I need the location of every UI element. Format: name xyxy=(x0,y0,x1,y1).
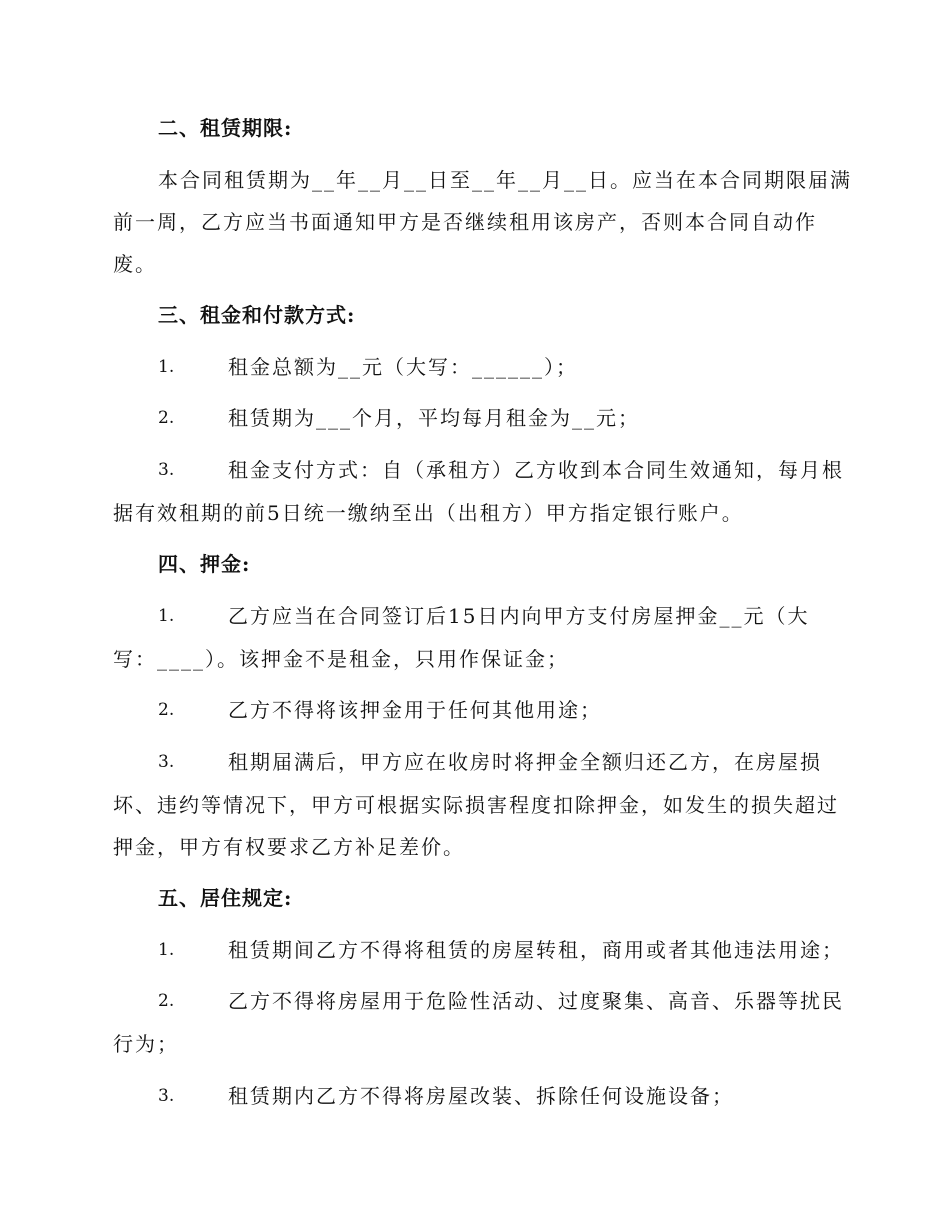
paragraph-line: 本合同租赁期为__年__月__日至__年__月__日。应当在本合同期限届满 xyxy=(158,168,852,192)
paragraph-line: 废。 xyxy=(113,252,157,276)
list-item-number: 2. xyxy=(158,991,175,1011)
list-item-text: 租金总额为__元（大写：______）； xyxy=(228,355,578,379)
list-item-text: 写：____）。该押金不是租金，只用作保证金； xyxy=(113,647,569,671)
list-item-text: 乙方应当在合同签订后15日内向甲方支付房屋押金__元（大 xyxy=(228,604,810,628)
list-item-text: 乙方不得将房屋用于危险性活动、过度聚集、高音、乐器等扰民 xyxy=(228,989,844,1013)
list-item-text: 坏、违约等情况下，甲方可根据实际损害程度扣除押金，如发生的损失超过 xyxy=(113,793,839,817)
paragraph-line: 前一周，乙方应当书面通知甲方是否继续租用该房产，否则本合同自动作 xyxy=(113,210,817,234)
list-item-text: 租赁期内乙方不得将房屋改装、拆除任何设施设备； xyxy=(228,1084,734,1108)
list-item-text: 据有效租期的前5日统一缴纳至出（出租方）甲方指定银行账户。 xyxy=(113,501,744,525)
list-item-text: 乙方不得将该押金用于任何其他用途； xyxy=(228,698,602,722)
list-item-number: 1. xyxy=(158,357,175,377)
list-item-number: 3. xyxy=(158,1086,175,1106)
list-item-number: 2. xyxy=(158,700,175,720)
section-heading-rent: 三、租金和付款方式: xyxy=(158,303,356,327)
list-item-text: 租金支付方式：自（承租方）乙方收到本合同生效通知，每月根 xyxy=(228,458,844,482)
list-item-number: 1. xyxy=(158,940,175,960)
list-item-number: 3. xyxy=(158,752,175,772)
list-item-text: 租期届满后，甲方应在收房时将押金全额归还乙方，在房屋损 xyxy=(228,750,822,774)
list-item-number: 3. xyxy=(158,460,175,480)
list-item-text: 押金，甲方有权要求乙方补足差价。 xyxy=(113,835,465,859)
list-item-text: 租赁期间乙方不得将租赁的房屋转租，商用或者其他违法用途； xyxy=(228,938,844,962)
list-item-number: 1. xyxy=(158,606,175,626)
list-item-text: 租赁期为___个月，平均每月租金为__元； xyxy=(228,406,640,430)
list-item-number: 2. xyxy=(158,408,175,428)
section-heading-residence: 五、居住规定: xyxy=(158,886,293,910)
list-item-text: 行为； xyxy=(113,1032,179,1056)
section-heading-term: 二、租赁期限: xyxy=(158,116,293,140)
section-heading-deposit: 四、押金: xyxy=(158,552,251,576)
